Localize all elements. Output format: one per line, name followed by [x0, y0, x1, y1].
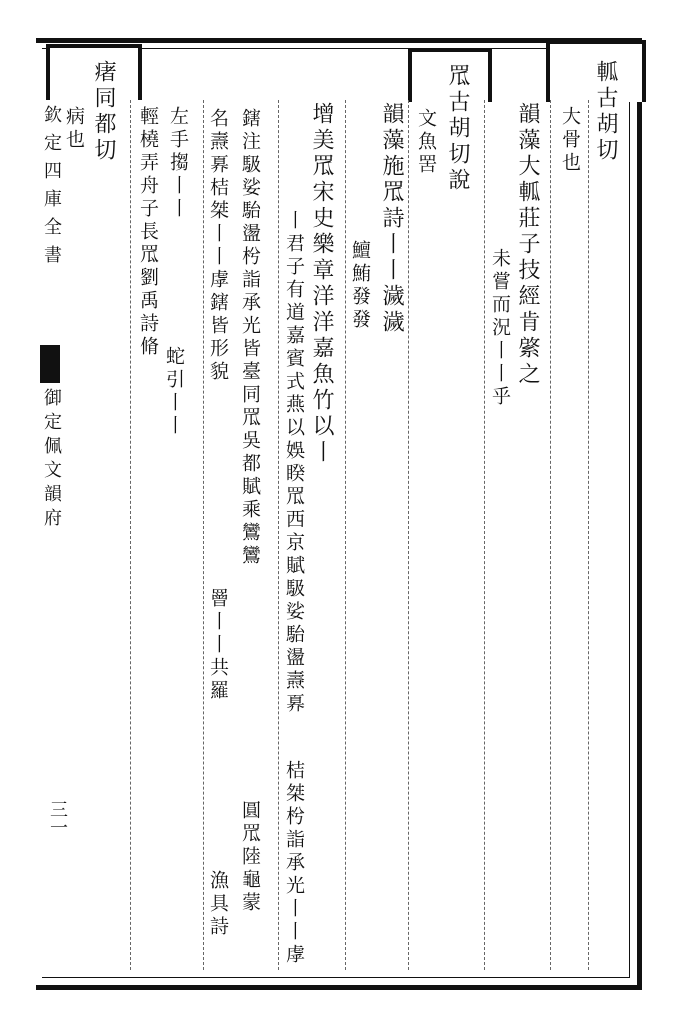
text-column: 漁具詩	[207, 870, 229, 939]
text-column: 桔桀枍詣承光丨丨虖	[283, 760, 305, 967]
column-rule	[278, 100, 279, 970]
text-column: 病也	[63, 106, 85, 152]
column-rule	[408, 100, 409, 970]
text-column: 增美罛宋史樂章洋洋嘉魚竹以丨	[309, 102, 334, 466]
text-column: 軱古胡切	[593, 60, 618, 164]
column-rule	[130, 100, 131, 970]
column-rule	[484, 100, 485, 970]
column-rule	[588, 100, 589, 970]
margin-book-title: 御定佩文韻府	[41, 388, 62, 532]
margin-marker-block	[40, 345, 60, 383]
text-column: 圓罛陸龜蒙	[239, 800, 261, 915]
text-column: 未嘗而況丨丨乎	[489, 248, 511, 409]
column-rule	[203, 100, 204, 970]
headword-column: 瘏同都切	[91, 60, 116, 164]
text-column: 罾丨丨共羅	[207, 588, 229, 703]
text-column: 罛古胡切說	[445, 64, 470, 194]
text-column: 文魚罟	[415, 108, 437, 177]
text-column: 韻藻施罛詩丨丨濊濊	[379, 102, 404, 336]
text-column: 鎋注馺娑駘盪枍詣承光皆臺同罛吳都賦乘鸞鸞	[239, 108, 261, 568]
margin-top-title: 欽定四庫全書	[41, 105, 62, 273]
text-column: 大骨也	[559, 106, 581, 175]
text-column: 左手搊丨丨	[167, 106, 189, 221]
text-column: 丨君子有道嘉賓式燕以娛睽罛西京賦馺娑駘盪燾奡	[283, 210, 305, 716]
text-column: 鱣鮪發發	[349, 240, 371, 332]
column-rule	[550, 100, 551, 970]
text-column: 輕橈弄舟子長罛劉禹詩脩	[137, 106, 159, 359]
column-rule	[345, 100, 346, 970]
page-number: 三一	[47, 800, 68, 836]
text-column: 蛇引丨丨	[163, 346, 185, 438]
text-column: 名燾奡桔桀丨丨虖鎋皆形貌	[207, 108, 229, 384]
text-column: 韻藻大軱莊子技經肯綮之	[515, 102, 540, 388]
